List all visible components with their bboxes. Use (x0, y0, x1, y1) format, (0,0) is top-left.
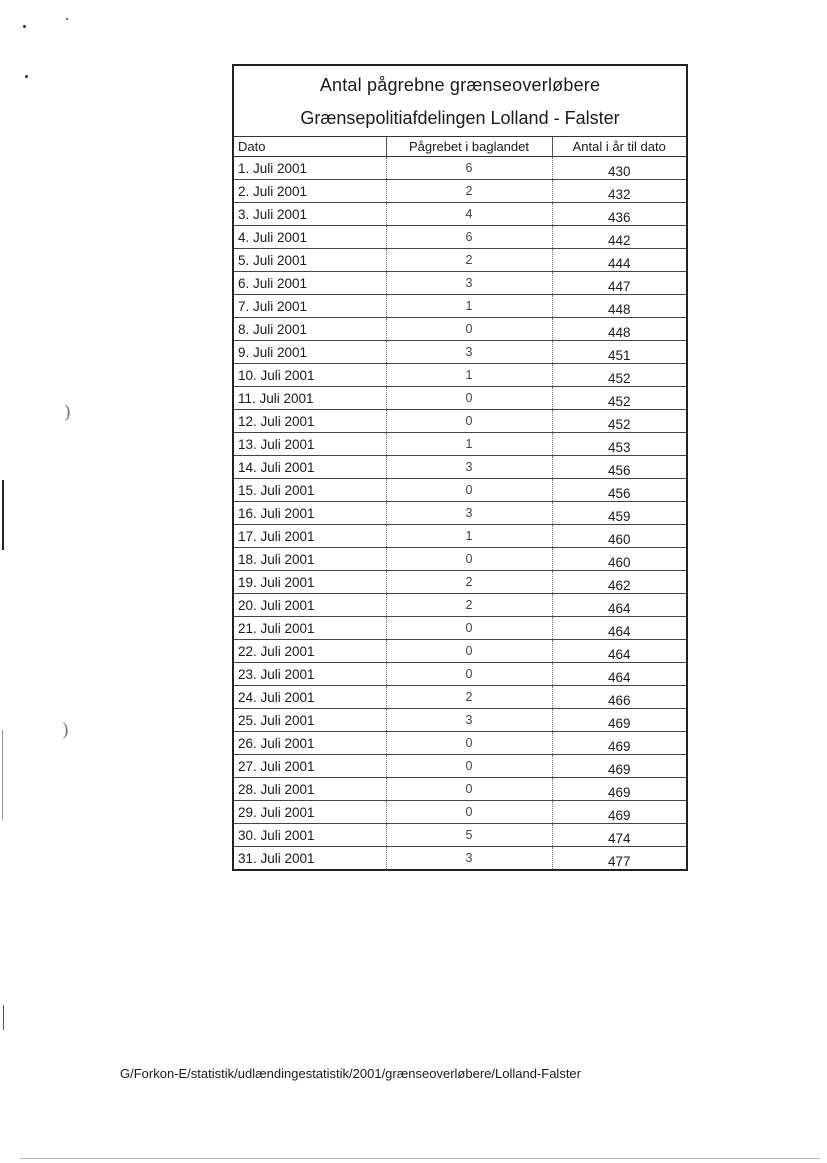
cell-apprehended: 0 (386, 663, 552, 686)
cell-apprehended: 1 (386, 295, 552, 318)
table-row (234, 180, 686, 203)
cell-apprehended: 2 (386, 686, 552, 709)
table-row (234, 709, 686, 732)
cell-apprehended: 0 (386, 778, 552, 801)
cell-apprehended: 0 (386, 755, 552, 778)
cell-date: 17. Juli 2001 (234, 525, 386, 548)
cell-year-to-date: 452 (552, 387, 686, 410)
cell-year-to-date: 452 (552, 410, 686, 433)
cell-apprehended: 2 (386, 594, 552, 617)
cell-date: 29. Juli 2001 (234, 801, 386, 824)
table-row (234, 778, 686, 801)
cell-apprehended: 1 (386, 364, 552, 387)
table-row (234, 295, 686, 318)
cell-date: 6. Juli 2001 (234, 272, 386, 295)
cell-year-to-date: 466 (552, 686, 686, 709)
cell-apprehended: 0 (386, 617, 552, 640)
cell-year-to-date: 469 (552, 755, 686, 778)
cell-date: 3. Juli 2001 (234, 203, 386, 226)
cell-date: 2. Juli 2001 (234, 180, 386, 203)
column-header-date: Dato (234, 137, 386, 157)
table-row (234, 364, 686, 387)
table-row (234, 433, 686, 456)
cell-date: 7. Juli 2001 (234, 295, 386, 318)
cell-year-to-date: 436 (552, 203, 686, 226)
cell-year-to-date: 432 (552, 180, 686, 203)
cell-date: 18. Juli 2001 (234, 548, 386, 571)
table-row (234, 456, 686, 479)
cell-apprehended: 1 (386, 525, 552, 548)
cell-year-to-date: 453 (552, 433, 686, 456)
cell-date: 4. Juli 2001 (234, 226, 386, 249)
table-row (234, 318, 686, 341)
cell-apprehended: 1 (386, 433, 552, 456)
cell-apprehended: 2 (386, 180, 552, 203)
cell-date: 26. Juli 2001 (234, 732, 386, 755)
scan-edge-line (20, 1158, 820, 1159)
table-row (234, 341, 686, 364)
cell-date: 23. Juli 2001 (234, 663, 386, 686)
cell-year-to-date: 469 (552, 732, 686, 755)
cell-year-to-date: 474 (552, 824, 686, 847)
table-row (234, 525, 686, 548)
cell-date: 22. Juli 2001 (234, 640, 386, 663)
cell-apprehended: 3 (386, 709, 552, 732)
cell-apprehended: 0 (386, 479, 552, 502)
cell-year-to-date: 444 (552, 249, 686, 272)
table-row (234, 479, 686, 502)
cell-year-to-date: 460 (552, 525, 686, 548)
statistics-table (234, 137, 686, 869)
cell-date: 25. Juli 2001 (234, 709, 386, 732)
cell-year-to-date: 430 (552, 157, 686, 180)
table-row (234, 203, 686, 226)
cell-date: 9. Juli 2001 (234, 341, 386, 364)
cell-year-to-date: 464 (552, 640, 686, 663)
table-row (234, 755, 686, 778)
table-row (234, 548, 686, 571)
cell-year-to-date: 460 (552, 548, 686, 571)
file-path-footer: G/Forkon-E/statistik/udlændingestatistik/2001/grænseoverløbere/Lolland-Falster (120, 1066, 581, 1081)
table-header-row (234, 137, 686, 157)
scan-speck (23, 25, 26, 28)
scan-edge-line (2, 730, 3, 820)
cell-date: 1. Juli 2001 (234, 157, 386, 180)
cell-date: 12. Juli 2001 (234, 410, 386, 433)
cell-apprehended: 6 (386, 157, 552, 180)
table-title: Antal pågrebne grænseoverløbere (319, 75, 601, 95)
cell-year-to-date: 464 (552, 617, 686, 640)
table-row (234, 272, 686, 295)
cell-apprehended: 3 (386, 456, 552, 479)
cell-date: 30. Juli 2001 (234, 824, 386, 847)
cell-date: 13. Juli 2001 (234, 433, 386, 456)
cell-date: 10. Juli 2001 (234, 364, 386, 387)
table-row (234, 387, 686, 410)
cell-year-to-date: 464 (552, 663, 686, 686)
table-row (234, 502, 686, 525)
cell-date: 8. Juli 2001 (234, 318, 386, 341)
cell-year-to-date: 448 (552, 318, 686, 341)
cell-date: 21. Juli 2001 (234, 617, 386, 640)
cell-apprehended: 5 (386, 824, 552, 847)
cell-apprehended: 0 (386, 732, 552, 755)
table-row (234, 640, 686, 663)
statistics-table-frame (232, 64, 688, 871)
cell-apprehended: 0 (386, 387, 552, 410)
scan-speck (66, 18, 68, 20)
table-row (234, 410, 686, 433)
table-row (234, 824, 686, 847)
cell-apprehended: 0 (386, 318, 552, 341)
table-row (234, 801, 686, 824)
cell-apprehended: 3 (386, 847, 552, 870)
cell-date: 31. Juli 2001 (238, 850, 315, 866)
cell-date: 28. Juli 2001 (234, 778, 386, 801)
table-body (234, 157, 686, 870)
cell-apprehended: 0 (386, 640, 552, 663)
table-row (234, 157, 686, 180)
cell-apprehended: 2 (386, 571, 552, 594)
scan-mark: ) (62, 720, 70, 741)
scan-mark: ) (64, 402, 72, 423)
column-header-apprehended: Pågrebet i baglandet (386, 137, 552, 157)
cell-apprehended: 0 (386, 548, 552, 571)
cell-year-to-date: 469 (552, 709, 686, 732)
table-row (234, 226, 686, 249)
cell-date: 14. Juli 2001 (234, 456, 386, 479)
cell-year-to-date: 459 (552, 502, 686, 525)
cell-apprehended: 3 (386, 341, 552, 364)
cell-apprehended: 0 (386, 410, 552, 433)
cell-date: 15. Juli 2001 (234, 479, 386, 502)
table-row (234, 571, 686, 594)
cell-year-to-date: 442 (552, 226, 686, 249)
scan-edge-line (2, 480, 4, 550)
cell-year-to-date: 452 (552, 364, 686, 387)
cell-year-to-date: 477 (552, 847, 686, 870)
cell-year-to-date: 469 (552, 778, 686, 801)
cell-date: 5. Juli 2001 (234, 249, 386, 272)
table-row (234, 249, 686, 272)
column-header-year-to-date: Antal i år til dato (552, 137, 686, 157)
cell-apprehended: 2 (386, 249, 552, 272)
table-row (234, 594, 686, 617)
cell-date: 16. Juli 2001 (234, 502, 386, 525)
cell-year-to-date: 448 (552, 295, 686, 318)
table-subtitle: Grænsepolitiafdelingen Lolland - Falster (234, 104, 686, 137)
cell-apprehended: 4 (386, 203, 552, 226)
table-row (234, 732, 686, 755)
table-row (234, 847, 686, 870)
cell-apprehended: 3 (386, 502, 552, 525)
table-row (234, 686, 686, 709)
table-row (234, 663, 686, 686)
cell-date: 11. Juli 2001 (234, 387, 386, 410)
cell-year-to-date: 462 (552, 571, 686, 594)
cell-year-to-date: 464 (552, 594, 686, 617)
cell-apprehended: 3 (386, 272, 552, 295)
scan-edge-line (3, 1005, 4, 1030)
cell-year-to-date: 451 (552, 341, 686, 364)
scan-speck (25, 75, 28, 78)
cell-year-to-date: 469 (552, 801, 686, 824)
cell-date: 24. Juli 2001 (234, 686, 386, 709)
cell-year-to-date: 456 (552, 479, 686, 502)
cell-year-to-date: 456 (552, 456, 686, 479)
cell-apprehended: 0 (386, 801, 552, 824)
cell-date: 19. Juli 2001 (234, 571, 386, 594)
cell-year-to-date: 447 (552, 272, 686, 295)
cell-apprehended: 6 (386, 226, 552, 249)
cell-date: 27. Juli 2001 (234, 755, 386, 778)
table-row (234, 617, 686, 640)
cell-date: 20. Juli 2001 (234, 594, 386, 617)
